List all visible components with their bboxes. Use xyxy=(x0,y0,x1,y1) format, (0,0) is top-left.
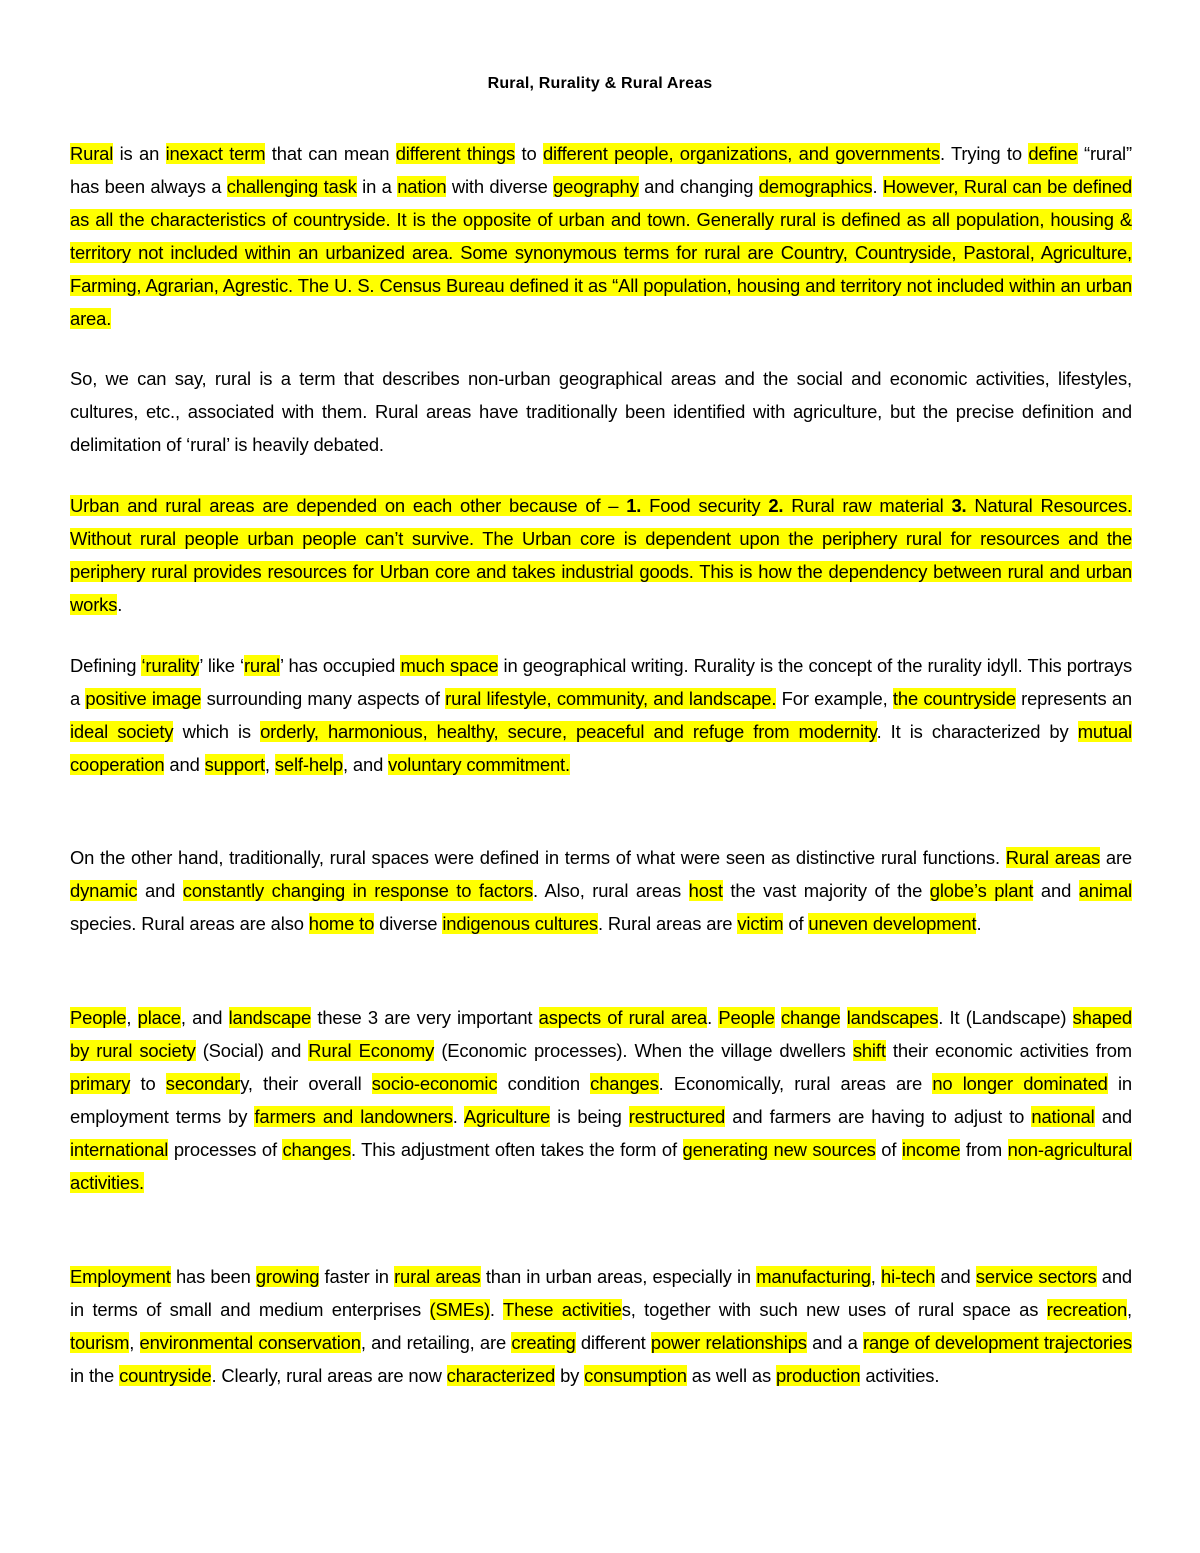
highlighted-text: dynamic xyxy=(70,880,138,901)
body-text: y, their overall xyxy=(240,1073,372,1094)
highlighted-text: non-agricultural activities. xyxy=(70,1139,1132,1193)
highlighted-text: rural areas xyxy=(394,1266,481,1287)
body-text xyxy=(840,1007,846,1028)
paragraph-rural-employment xyxy=(70,1260,1132,1392)
highlighted-text: secondar xyxy=(165,1073,241,1094)
body-text: . xyxy=(976,913,982,934)
highlighted-text: change xyxy=(781,1007,841,1028)
highlighted-text: Rural xyxy=(70,143,114,164)
highlighted-text: growing xyxy=(255,1266,320,1287)
highlighted-text: Employment xyxy=(70,1266,171,1287)
highlighted-text: manufacturing xyxy=(756,1266,871,1287)
highlighted-text: mutual cooperation xyxy=(70,721,1132,775)
highlighted-text: victim xyxy=(737,913,784,934)
paragraph-rurality xyxy=(70,649,1132,781)
highlighted-text: People xyxy=(718,1007,775,1028)
highlighted-bold-text: 1. xyxy=(626,495,642,516)
highlighted-text: voluntary commitment. xyxy=(388,754,570,775)
body-text: surrounding many aspects of xyxy=(201,688,446,709)
body-text: of xyxy=(875,1139,902,1160)
highlighted-text: ideal society xyxy=(70,721,174,742)
body-text: and xyxy=(935,1266,976,1287)
body-text: is being xyxy=(550,1106,629,1127)
body-text: , xyxy=(264,754,275,775)
highlighted-text: countryside xyxy=(119,1365,212,1386)
body-text: species. Rural areas are also xyxy=(70,913,309,934)
highlighted-text: uneven development xyxy=(808,913,977,934)
highlighted-text: farmers and landowners xyxy=(254,1106,453,1127)
body-text: . xyxy=(489,1299,503,1320)
highlighted-text: define xyxy=(1028,143,1078,164)
highlighted-text: positive image xyxy=(85,688,202,709)
body-text: ’ like ‘ xyxy=(199,655,244,676)
body-text: . Trying to xyxy=(939,143,1029,164)
body-text: , and retailing, are xyxy=(360,1332,512,1353)
body-text: and xyxy=(164,754,205,775)
body-text: s, together with such new uses of rural space as xyxy=(621,1299,1047,1320)
body-text: from xyxy=(960,1139,1008,1160)
highlighted-text: hi-tech xyxy=(881,1266,936,1287)
body-text: to xyxy=(130,1073,166,1094)
body-text: . xyxy=(452,1106,464,1127)
body-text: , and xyxy=(180,1007,229,1028)
body-text: . Clearly, rural areas are now xyxy=(211,1365,447,1386)
body-text: of xyxy=(783,913,809,934)
body-text: . Economically, rural areas are xyxy=(658,1073,933,1094)
highlighted-text: home to xyxy=(308,913,375,934)
highlighted-text: restructured xyxy=(628,1106,726,1127)
body-text: processes of xyxy=(168,1139,283,1160)
highlighted-text: recreation xyxy=(1046,1299,1128,1320)
highlighted-text: However, Rural can be defined as all the characteristics of countryside. It is the opposite of urban and town. Generally rural is defined as all population, housing & territory not included within an urbanized area. Some synonymous terms for rural are Country, Countryside, Pastoral, Agriculture, Farming, Agrarian, Agrestic. The U. S. Census Bureau defined it as “All population, housing and territory not included within an urban area. xyxy=(70,176,1133,329)
highlighted-text: inexact term xyxy=(165,143,266,164)
highlighted-text: Rural Economy xyxy=(308,1040,435,1061)
highlighted-text: range of development trajectories xyxy=(863,1332,1132,1353)
body-text: faster in xyxy=(319,1266,395,1287)
body-text: as well as xyxy=(686,1365,776,1386)
body-text: . xyxy=(707,1007,719,1028)
highlighted-text: much space xyxy=(400,655,499,676)
body-text: So, we can say, rural is a term that describes non-urban geographical areas and the social and economic activities, lifestyles, cultures, etc., associated with them. Rural areas have traditionally been identified with agriculture, but the precise definition and delimitation of ‘rural’ is heavily debated. xyxy=(70,368,1132,455)
highlighted-text: self-help xyxy=(274,754,344,775)
highlighted-text: ‘rurality xyxy=(141,655,200,676)
body-text: On the other hand, traditionally, rural spaces were defined in terms of what were seen as distinctive rural functions. xyxy=(70,847,1006,868)
highlighted-text: consumption xyxy=(584,1365,687,1386)
highlighted-text: Natural Resources. Without rural people urban people can’t survive. The Urban core is dependent upon the periphery rural for resources and the periphery rural provides resources for Urban core and takes industrial goods. This is how the dependency between rural and urban works xyxy=(70,495,1132,615)
highlighted-text: Urban and rural areas are depended on each other because of – xyxy=(70,495,627,516)
body-text: Defining xyxy=(70,655,142,676)
highlighted-text: aspects of rural area xyxy=(538,1007,708,1028)
body-text: ’ has occupied xyxy=(280,655,401,676)
highlighted-text: rural xyxy=(243,655,280,676)
highlighted-text: different things xyxy=(395,143,516,164)
body-text: different xyxy=(575,1332,651,1353)
highlighted-text: rural lifestyle, community, and landscape. xyxy=(445,688,777,709)
body-text: and xyxy=(1033,880,1079,901)
body-text: . xyxy=(117,594,123,615)
body-text: , xyxy=(870,1266,881,1287)
body-text: the vast majority of the xyxy=(722,880,930,901)
highlighted-text: landscapes xyxy=(846,1007,939,1028)
highlighted-text: demographics xyxy=(758,176,873,197)
paragraph-rural-functions xyxy=(70,841,1132,940)
body-text: with diverse xyxy=(446,176,554,197)
body-text: (Economic processes). When the village dwellers xyxy=(434,1040,853,1061)
highlighted-text: Food security xyxy=(641,495,769,516)
highlighted-text: constantly changing in response to factors xyxy=(182,880,534,901)
document-title: Rural, Rurality & Rural Areas xyxy=(487,75,713,92)
highlighted-text: nation xyxy=(397,176,447,197)
highlighted-text: challenging task xyxy=(226,176,357,197)
highlighted-text: socio-economic xyxy=(371,1073,498,1094)
body-text: and xyxy=(1094,1106,1132,1127)
highlighted-text: creating xyxy=(511,1332,576,1353)
body-text: in a xyxy=(356,176,398,197)
highlighted-text: support xyxy=(204,754,265,775)
body-text: For example, xyxy=(776,688,893,709)
highlighted-text: changes xyxy=(590,1073,659,1094)
body-text: condition xyxy=(497,1073,591,1094)
body-text: are xyxy=(1100,847,1133,868)
highlighted-text: different people, organizations, and governments xyxy=(542,143,940,164)
body-text: , and xyxy=(343,754,389,775)
highlighted-text: place xyxy=(137,1007,181,1028)
highlighted-text: host xyxy=(688,880,723,901)
body-text: and in terms of small and medium enterprises xyxy=(70,1266,1132,1320)
body-text: that can mean xyxy=(265,143,396,164)
body-text: their economic activities from xyxy=(885,1040,1132,1061)
highlighted-text: changes xyxy=(282,1139,351,1160)
highlighted-text: orderly, harmonious, healthy, secure, peaceful and refuge from modernity xyxy=(260,721,877,742)
body-text: . This adjustment often takes the form of xyxy=(350,1139,683,1160)
body-text: in employment terms by xyxy=(70,1073,1132,1127)
highlighted-text: environmental conservation xyxy=(139,1332,361,1353)
body-text: represents an xyxy=(1015,688,1133,709)
body-text: and a xyxy=(806,1332,863,1353)
highlighted-text: service sectors xyxy=(975,1266,1097,1287)
highlighted-text: These activitie xyxy=(502,1299,622,1320)
body-text: , xyxy=(1127,1299,1132,1320)
body-text: by xyxy=(555,1365,585,1386)
body-text: (Social) and xyxy=(195,1040,309,1061)
body-text: . Rural areas are xyxy=(597,913,738,934)
body-text: in geographical writing. Rurality is the concept of the rurality idyll. This portrays a xyxy=(70,655,1133,709)
highlighted-text: geography xyxy=(553,176,639,197)
body-text: , xyxy=(126,1007,138,1028)
body-text: “rural” has been always a xyxy=(70,143,1132,197)
highlighted-text: Agriculture xyxy=(463,1106,551,1127)
highlighted-text: tourism xyxy=(70,1332,130,1353)
body-text: which is xyxy=(173,721,261,742)
body-text: and changing xyxy=(638,176,759,197)
body-text: in the xyxy=(70,1365,120,1386)
highlighted-text: characterized xyxy=(446,1365,556,1386)
body-text: has been xyxy=(170,1266,256,1287)
body-text: . xyxy=(872,176,883,197)
highlighted-text: shift xyxy=(852,1040,886,1061)
highlighted-text: production xyxy=(775,1365,861,1386)
highlighted-text: primary xyxy=(70,1073,131,1094)
highlighted-bold-text: 2. xyxy=(768,495,784,516)
paragraph-rural-definition xyxy=(70,137,1132,335)
highlighted-text: power relationships xyxy=(650,1332,807,1353)
highlighted-text: international xyxy=(70,1139,169,1160)
body-text: these 3 are very important xyxy=(311,1007,539,1028)
body-text: than in urban areas, especially in xyxy=(480,1266,757,1287)
highlighted-text: Rural raw material xyxy=(783,495,952,516)
body-text: activities. xyxy=(860,1365,940,1386)
body-text: is an xyxy=(113,143,166,164)
highlighted-text: shaped by rural society xyxy=(70,1007,1133,1061)
paragraph-people-place-landscape xyxy=(70,1001,1132,1199)
paragraph-non-urban-areas xyxy=(70,362,1132,461)
highlighted-text: indigenous cultures xyxy=(442,913,598,934)
body-text: to xyxy=(515,143,543,164)
highlighted-text: (SMEs) xyxy=(429,1299,490,1320)
highlighted-text: animal xyxy=(1078,880,1132,901)
highlighted-text: the countryside xyxy=(892,688,1016,709)
highlighted-bold-text: 3. xyxy=(951,495,967,516)
body-text: diverse xyxy=(374,913,443,934)
body-text: . It (Landscape) xyxy=(938,1007,1073,1028)
highlighted-text: People xyxy=(70,1007,127,1028)
highlighted-text: no longer dominated xyxy=(932,1073,1108,1094)
highlighted-text: national xyxy=(1031,1106,1095,1127)
highlighted-text: generating new sources xyxy=(682,1139,876,1160)
paragraph-urban-rural-dependency xyxy=(70,489,1132,621)
body-text: and farmers are having to adjust to xyxy=(725,1106,1032,1127)
highlighted-text: income xyxy=(901,1139,961,1160)
highlighted-text: globe’s plant xyxy=(929,880,1034,901)
highlighted-text: landscape xyxy=(228,1007,312,1028)
body-text: , xyxy=(129,1332,140,1353)
highlighted-text: Rural areas xyxy=(1005,847,1101,868)
body-text: . Also, rural areas xyxy=(533,880,689,901)
body-text: . It is characterized by xyxy=(876,721,1078,742)
body-text: and xyxy=(137,880,183,901)
